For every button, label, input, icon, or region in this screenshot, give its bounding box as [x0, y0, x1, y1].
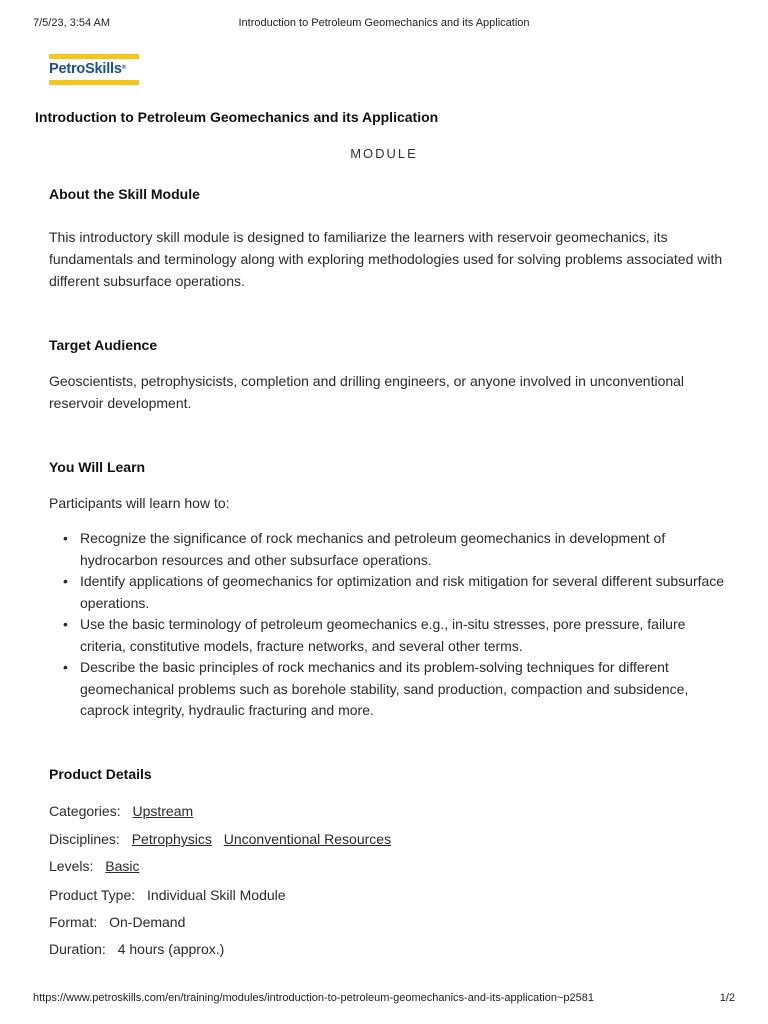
print-footer [33, 992, 735, 1006]
learn-heading: You Will Learn [49, 459, 146, 475]
format-row [49, 914, 185, 930]
categories-label: Categories: [49, 803, 121, 819]
logo-top-bar [49, 54, 139, 59]
product-details-heading: Product Details [49, 766, 152, 782]
disciplines-label: Disciplines: [49, 831, 120, 847]
list-item: • Recognize the significance of rock mechanics and petroleum geomechanics in development of hydrocarbon resources and other subsurface operations. [63, 530, 666, 568]
audience-heading: Target Audience [49, 337, 158, 353]
audience-text: Geoscientists, petrophysicists, completion and drilling engineers, or anyone involved in unconventional reservoir development. [49, 373, 685, 411]
learn-intro: Participants will learn how to: [49, 495, 230, 511]
level-link-basic[interactable]: Basic [105, 858, 140, 874]
product-type-label: Product Type: [49, 887, 136, 903]
print-datetime: 7/5/23, 3:54 AM [33, 17, 111, 29]
print-doc-title: Introduction to Petroleum Geomechanics and its Application [238, 17, 530, 29]
list-item: • Describe the basic principles of rock mechanics and its problem-solving techniques for different geomechanical problems such as borehole stability, sand production, compaction and subsidence, caprock integrity, hydraulic fracturing and more. [63, 659, 689, 718]
disciplines-row [49, 831, 399, 847]
about-heading: About the Skill Module [49, 186, 200, 202]
format-label: Format: [49, 914, 98, 930]
petroskills-logo[interactable] [49, 54, 139, 85]
list-item: • Use the basic terminology of petroleum geomechanics e.g., in-situ stresses, pore pressure, failure criteria, constitutive models, fracture networks, and several other terms. [63, 616, 686, 654]
duration-row [49, 941, 224, 957]
discipline-link-unconventional-resources[interactable]: Unconventional Resources [223, 831, 392, 847]
print-url: https://www.petroskills.com/en/training/modules/introduction-to-petroleum-geomechanics-and-its-application~p2581 [33, 992, 594, 1004]
discipline-link-petrophysics[interactable]: Petrophysics [131, 831, 212, 847]
category-link-upstream[interactable]: Upstream [132, 803, 194, 819]
print-header [33, 17, 735, 31]
page-title: Introduction to Petroleum Geomechanics and its Application [35, 109, 439, 125]
product-type-row [49, 887, 286, 903]
product-type-value: Individual Skill Module [147, 887, 286, 903]
page-number: 1/2 [719, 992, 735, 1004]
learn-list [49, 528, 729, 722]
duration-label: Duration: [49, 941, 106, 957]
about-text: This introductory skill module is designed to familiarize the learners with reservoir geomechanics, its fundamentals and terminology along with exploring methodologies used for solving problems associated with different subsurface operations. [49, 229, 723, 289]
format-value: On-Demand [109, 914, 186, 930]
levels-label: Levels: [49, 858, 94, 874]
module-type-label: MODULE [350, 146, 418, 161]
categories-row [49, 803, 201, 819]
duration-value: 4 hours (approx.) [117, 941, 225, 957]
list-item: • Identify applications of geomechanics for optimization and risk mitigation for several different subsurface operations. [63, 573, 725, 611]
logo-bottom-bar [49, 80, 139, 85]
logo-wordmark: PetroSkills® [49, 61, 126, 77]
levels-row [49, 858, 147, 874]
